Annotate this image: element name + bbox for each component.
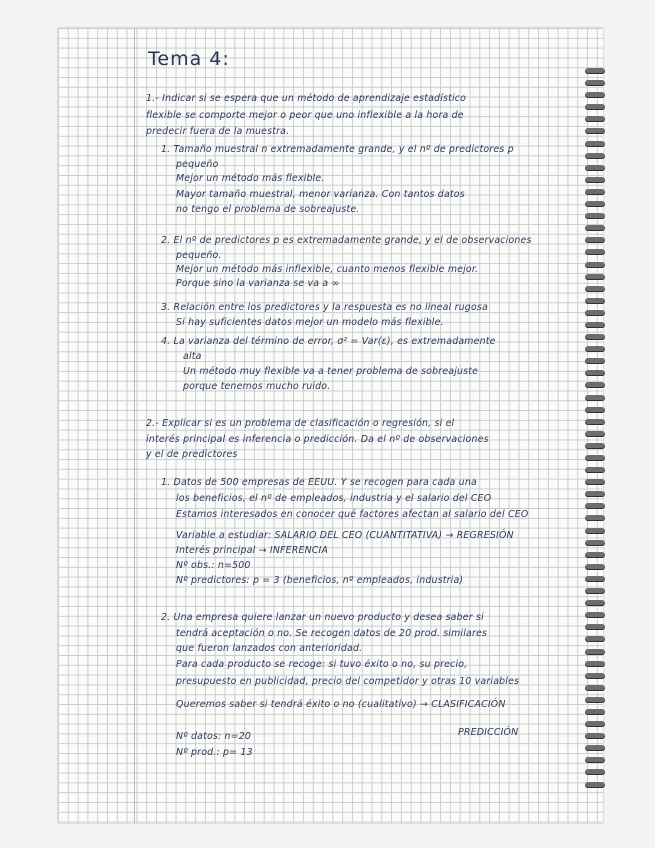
q2a-line-5: Interés principal → INFERENCIA bbox=[176, 545, 329, 556]
spiral-ring bbox=[585, 116, 605, 122]
q2b-line-7: PREDICCIÓN bbox=[458, 727, 519, 738]
spiral-ring bbox=[585, 600, 605, 606]
q1b-line-2: pequeño. bbox=[176, 250, 222, 261]
margin-line bbox=[134, 28, 135, 823]
spiral-ring bbox=[585, 769, 605, 775]
spiral-ring bbox=[585, 564, 605, 570]
spiral-ring bbox=[585, 68, 605, 74]
spiral-ring bbox=[585, 153, 605, 159]
spiral-ring bbox=[585, 286, 605, 292]
spiral-ring bbox=[585, 467, 605, 473]
q2b-line-5: presupuesto en publicidad, precio del competidor y otras 10 variables bbox=[176, 676, 520, 687]
q2-line-2: interés principal es inferencia o predicción. Da el nº de observaciones bbox=[146, 434, 489, 445]
q2a-line-6: Nº obs.: n=500 bbox=[176, 560, 251, 571]
q2b-line-9: Nº prod.: p= 13 bbox=[176, 747, 253, 758]
spiral-ring bbox=[585, 528, 605, 534]
q1a-line-1: 1. Tamaño muestral n extremadamente grande, y el nº de predictores p bbox=[161, 144, 514, 155]
q1c-line-2: Si hay suficientes datos mejor un modelo más flexible. bbox=[176, 317, 444, 328]
q1b-line-1: 2. El nº de predictores p es extremadamente grande, y el de observaciones bbox=[161, 235, 532, 246]
spiral-ring bbox=[585, 503, 605, 509]
q1b-line-4: Porque sino la varianza se va a ∞ bbox=[176, 278, 340, 289]
page-title: Tema 4: bbox=[148, 48, 230, 70]
q2a-line-1: 1. Datos de 500 empresas de EEUU. Y se recogen para cada una bbox=[161, 477, 477, 488]
spiral-ring bbox=[585, 165, 605, 171]
q1a-line-4: Mayor tamaño muestral, menor varianza. Con tantos datos bbox=[176, 189, 465, 200]
spiral-ring bbox=[585, 274, 605, 280]
q2-line-1: 2.- Explicar si es un problema de clasificación o regresión, si el bbox=[146, 418, 455, 429]
q1a-line-2: pequeño bbox=[176, 159, 219, 170]
spiral-ring bbox=[585, 249, 605, 255]
spiral-ring bbox=[585, 201, 605, 207]
q1c-line-1: 3. Relación entre los predictores y la respuesta es no lineal rugosa bbox=[161, 302, 488, 313]
spiral-ring bbox=[585, 673, 605, 679]
q2b-line-6: Queremos saber si tendrá éxito o no (cualitativo) → CLASIFICACIÓN bbox=[176, 699, 506, 710]
spiral-ring bbox=[585, 346, 605, 352]
spiral-ring bbox=[585, 515, 605, 521]
q2b-line-1: 2. Una empresa quiere lanzar un nuevo producto y desea saber si bbox=[161, 612, 484, 623]
spiral-ring bbox=[585, 395, 605, 401]
q2a-line-2: los beneficios, el nº de empleados, industria y el salario del CEO bbox=[176, 493, 492, 504]
spiral-ring bbox=[585, 757, 605, 763]
spiral-ring bbox=[585, 455, 605, 461]
spiral-ring bbox=[585, 419, 605, 425]
spiral-ring bbox=[585, 479, 605, 485]
spiral-binding bbox=[585, 68, 609, 794]
q1d-line-1: 4. La varianza del término de error, σ² = Var(ε), es extremadamente bbox=[161, 336, 496, 347]
spiral-ring bbox=[585, 576, 605, 582]
q2a-line-4: Variable a estudiar: SALARIO DEL CEO (CUANTITATIVA) → REGRESIÓN bbox=[176, 530, 514, 541]
spiral-ring bbox=[585, 358, 605, 364]
spiral-ring bbox=[585, 141, 605, 147]
spiral-ring bbox=[585, 310, 605, 316]
q1a-line-3: Mejor un método más flexible. bbox=[176, 173, 325, 184]
spiral-ring bbox=[585, 80, 605, 86]
q2b-line-3: que fueron lanzados con anterioridad. bbox=[176, 643, 363, 654]
spiral-ring bbox=[585, 709, 605, 715]
spiral-ring bbox=[585, 104, 605, 110]
q2b-line-8: Nº datos: n=20 bbox=[176, 731, 252, 742]
spiral-ring bbox=[585, 189, 605, 195]
spiral-ring bbox=[585, 177, 605, 183]
q1-line-2: flexible se comporte mejor o peor que uno inflexible a la hora de bbox=[146, 110, 464, 121]
spiral-ring bbox=[585, 612, 605, 618]
spiral-ring bbox=[585, 636, 605, 642]
spiral-ring bbox=[585, 552, 605, 558]
q2a-line-7: Nº predictores: p = 3 (beneficios, nº empleados, industria) bbox=[176, 575, 464, 586]
spiral-ring bbox=[585, 262, 605, 268]
spiral-ring bbox=[585, 334, 605, 340]
q1d-line-4: porque tenemos mucho ruido. bbox=[183, 381, 331, 392]
spiral-ring bbox=[585, 382, 605, 388]
spiral-ring bbox=[585, 540, 605, 546]
q2b-line-4: Para cada producto se recoge: si tuvo éxito o no, su precio, bbox=[176, 659, 468, 670]
spiral-ring bbox=[585, 661, 605, 667]
spiral-ring bbox=[585, 697, 605, 703]
spiral-ring bbox=[585, 588, 605, 594]
spiral-ring bbox=[585, 298, 605, 304]
notebook-page bbox=[58, 28, 603, 823]
q2-line-3: y el de predictores bbox=[146, 449, 238, 460]
spiral-ring bbox=[585, 237, 605, 243]
spiral-ring bbox=[585, 649, 605, 655]
spiral-ring bbox=[585, 92, 605, 98]
spiral-ring bbox=[585, 322, 605, 328]
q1d-line-2: alta bbox=[183, 351, 202, 362]
q1-line-3: predecir fuera de la muestra. bbox=[146, 126, 290, 137]
spiral-ring bbox=[585, 443, 605, 449]
q1d-line-3: Un método muy flexible va a tener problema de sobreajuste bbox=[183, 366, 479, 377]
spiral-ring bbox=[585, 624, 605, 630]
spiral-ring bbox=[585, 721, 605, 727]
spiral-ring bbox=[585, 745, 605, 751]
spiral-ring bbox=[585, 733, 605, 739]
spiral-ring bbox=[585, 370, 605, 376]
spiral-ring bbox=[585, 491, 605, 497]
spiral-ring bbox=[585, 225, 605, 231]
q1b-line-3: Mejor un método más inflexible, cuanto menos flexible mejor. bbox=[176, 264, 479, 275]
q2b-line-2: tendrá aceptación o no. Se recogen datos de 20 prod. similares bbox=[176, 628, 488, 639]
spiral-ring bbox=[585, 782, 605, 788]
q1-line-1: 1.- Indicar si se espera que un método de aprendizaje estadístico bbox=[146, 93, 467, 104]
spiral-ring bbox=[585, 407, 605, 413]
spiral-ring bbox=[585, 128, 605, 134]
spiral-ring bbox=[585, 431, 605, 437]
spiral-ring bbox=[585, 213, 605, 219]
q1a-line-5: no tengo el problema de sobreajuste. bbox=[176, 204, 360, 215]
q2a-line-3: Estamos interesados en conocer qué factores afectan al salario del CEO bbox=[176, 509, 529, 520]
spiral-ring bbox=[585, 685, 605, 691]
